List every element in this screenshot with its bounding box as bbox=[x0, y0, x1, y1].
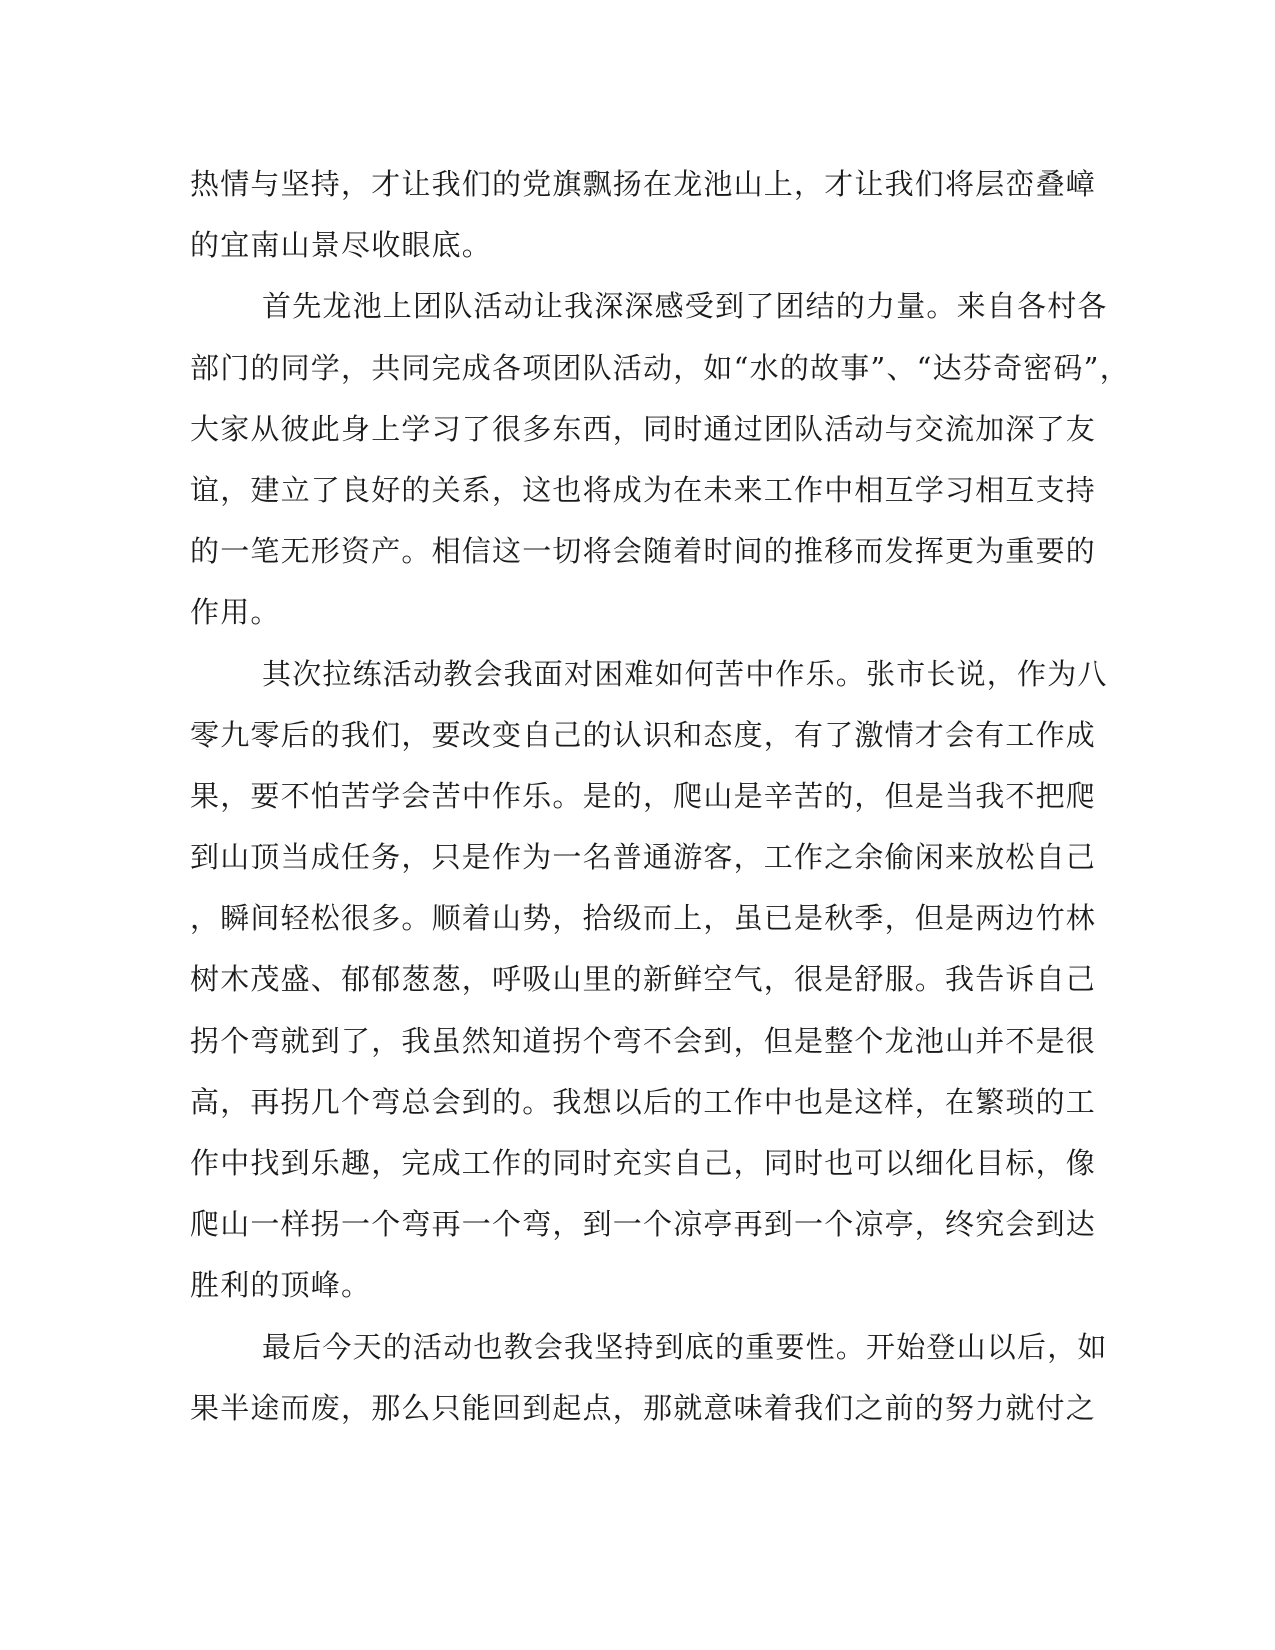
text-line-15: 拐个弯就到了，我虽然知道拐个弯不会到，但是整个龙池山并不是很 bbox=[190, 1023, 1097, 1058]
text-line-16: 高，再拐几个弯总会到的。我想以后的工作中也是这样，在繁琐的工 bbox=[190, 1084, 1097, 1119]
text-line-20: 最后今天的活动也教会我坚持到底的重要性。开始登山以后，如 bbox=[262, 1329, 1108, 1364]
text-line-18: 爬山一样拐一个弯再一个弯，到一个凉亭再到一个凉亭，终究会到达 bbox=[190, 1207, 1097, 1242]
text-line-5: 大家从彼此身上学习了很多东西，同时通过团队活动与交流加深了友 bbox=[190, 411, 1097, 446]
body-text bbox=[190, 154, 1130, 1439]
text-line-6: 谊，建立了良好的关系，这也将成为在未来工作中相互学习相互支持 bbox=[190, 472, 1097, 507]
text-line-8: 作用。 bbox=[190, 595, 281, 630]
text-line-12: 到山顶当成任务，只是作为一名普通游客，工作之余偷闲来放松自己 bbox=[190, 840, 1097, 875]
text-line-7: 的一笔无形资产。相信这一切将会随着时间的推移而发挥更为重要的 bbox=[190, 534, 1097, 569]
text-line-17: 作中找到乐趣，完成工作的同时充实自己，同时也可以细化目标，像 bbox=[190, 1146, 1097, 1180]
text-line-4: 部门的同学，共同完成各项团队活动，如“水的故事”、“达芬奇密码”， bbox=[190, 350, 1130, 385]
text-line-9: 其次拉练活动教会我面对困难如何苦中作乐。张市长说，作为八 bbox=[262, 656, 1108, 691]
text-line-13: ，瞬间轻松很多。顺着山势，拾级而上，虽已是秋季，但是两边竹林 bbox=[190, 901, 1097, 936]
text-line-1: 热情与坚持，才让我们的党旗飘扬在龙池山上，才让我们将层峦叠嶂 bbox=[190, 167, 1097, 201]
text-line-10: 零九零后的我们，要改变自己的认识和态度，有了激情才会有工作成 bbox=[190, 717, 1097, 752]
text-line-3: 首先龙池上团队活动让我深深感受到了团结的力量。来自各村各 bbox=[262, 289, 1108, 324]
text-line-2: 的宜南山景尽收眼底。 bbox=[190, 228, 493, 263]
text-line-11: 果，要不怕苦学会苦中作乐。是的，爬山是辛苦的，但是当我不把爬 bbox=[190, 778, 1097, 813]
text-line-19: 胜利的顶峰。 bbox=[190, 1268, 372, 1303]
text-line-14: 树木茂盛、郁郁葱葱，呼吸山里的新鲜空气，很是舒服。我告诉自己 bbox=[190, 962, 1097, 997]
text-line-21: 果半途而废，那么只能回到起点，那就意味着我们之前的努力就付之 bbox=[190, 1390, 1097, 1425]
